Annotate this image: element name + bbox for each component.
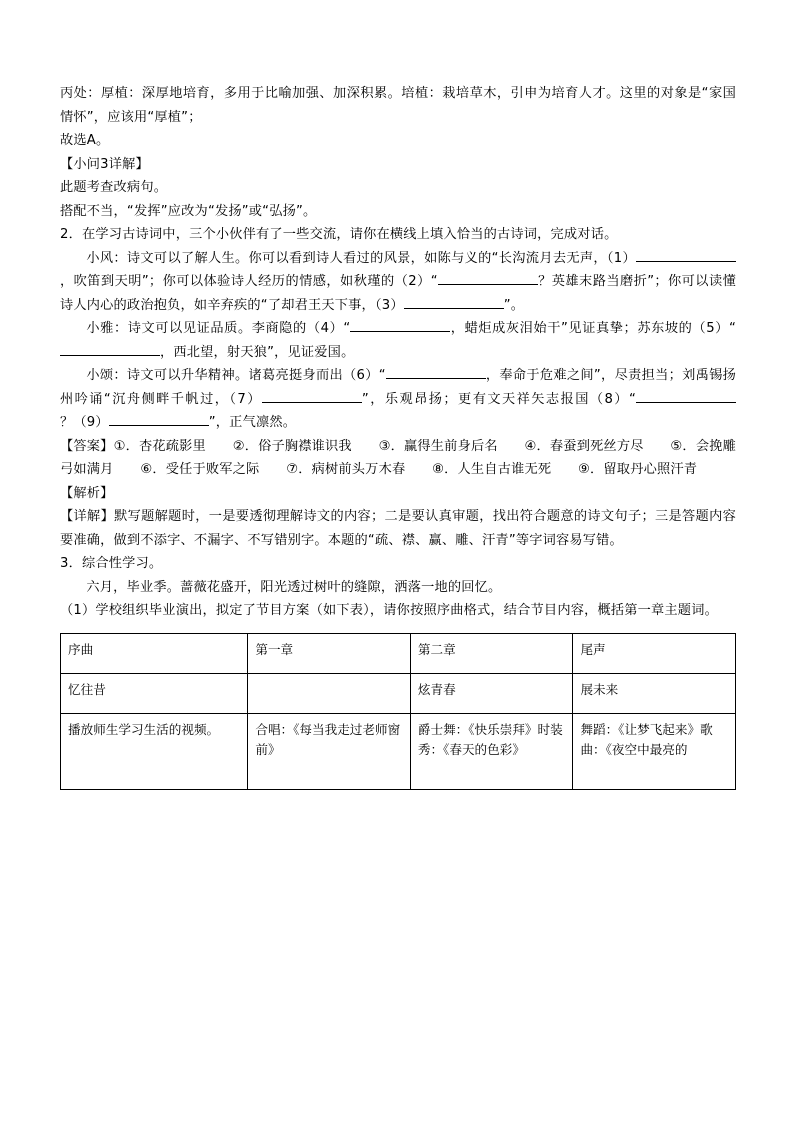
dialogue-xiaosong-part3: ”，乐观昂扬；更有文天祥矢志报国（8）“: [361, 391, 637, 407]
table-cell-theme-1: 忆往昔: [61, 673, 248, 713]
table-row-header: [61, 633, 736, 673]
answer-block: [60, 435, 736, 482]
fill-blank-2: [438, 284, 538, 285]
dialogue-xiaosong-part2: ，奉命于危难之间”，尽责担当；刘禹锡扬州吟诵“沉舟侧畔千帆过，（7）: [60, 368, 736, 407]
paragraph-sentence-error-detail: 搭配不当，“发挥”应改为“发扬”或“弘扬”。: [60, 203, 317, 219]
paragraph-subquestion3-heading: 【小问3详解】: [60, 156, 149, 172]
question3-stem: 3．综合性学习。: [60, 556, 163, 571]
dialogue-xiaoya-part3: ，西北望，射天狼”，见证爱国。: [160, 344, 355, 360]
dialogue-xiaoya-part2: ，蜡炬成灰泪始干”见证真挚；苏东坡的（5）“: [450, 321, 736, 336]
dialogue-xiaosong-part1: 小颂：诗文可以升华精神。诸葛亮挺身而出（6）“: [86, 368, 386, 383]
table-header-cell-3: 第二章: [410, 633, 573, 673]
table-header-cell-2: 第一章: [248, 633, 411, 673]
dialogue-xiaofeng-part4: ”。: [503, 297, 525, 313]
dialogue-xiaofeng: [60, 247, 736, 318]
paragraph-sentence-error-intro: 此题考查改病句。: [60, 180, 168, 195]
fill-blank-5: [60, 355, 160, 356]
table-header-cell-4: 尾声: [573, 633, 736, 673]
fill-blank-3: [404, 308, 504, 309]
fill-blank-1: [636, 261, 736, 262]
dialogue-xiaofeng-part1: 小风：诗文可以了解人生。你可以看到诗人看过的风景，如陈与义的“长沟流月去无声，（1）: [86, 250, 636, 266]
fill-blank-7: [262, 402, 362, 403]
table-cell-theme-2: [248, 673, 411, 713]
program-plan-table: [60, 633, 736, 790]
table-cell-content-2: 合唱：《每当我走过老师窗前》: [248, 713, 411, 789]
analysis-label-line: 【解析】: [60, 485, 114, 501]
table-cell-content-4: 舞蹈：《让梦飞起来》歌曲：《夜空中最亮的: [573, 713, 736, 789]
table-cell-content-1: 播放师生学习生活的视频。: [61, 713, 248, 789]
paragraph-question2-stem: 2．在学习古诗词中，三个小伙伴有了一些交流，请你在横线上填入恰当的古诗词，完成对话。: [60, 227, 618, 242]
fill-blank-9: [109, 425, 209, 426]
table-row: [61, 673, 736, 713]
question3-lead: 六月，毕业季。蔷薇花盛开，阳光透过树叶的缝隙，洒落一地的回忆。: [86, 579, 502, 595]
dialogue-xiaosong: [60, 364, 736, 435]
paragraph-answer-a: 故选A。: [60, 133, 110, 148]
table-cell-content-3: 爵士舞：《快乐崇拜》时装秀：《春天的色彩》: [410, 713, 573, 789]
fill-blank-6: [386, 378, 486, 379]
table-header-cell-1: 序曲: [61, 633, 248, 673]
fill-blank-8: [636, 402, 736, 403]
answer-label: 【答案】: [60, 438, 114, 454]
dialogue-xiaofeng-part3: ？英雄末路当磨折”；你可以读懂诗人内心的政治抱负，如辛弃疾的“了却君王天下事，（3）: [60, 274, 736, 313]
dialogue-xiaofeng-quote-open: “: [430, 274, 438, 289]
dialogue-xiaoya-part1: 小雅：诗文可以见证品质。李商隐的（4）“: [86, 321, 351, 336]
analysis-text: 【详解】默写题解题时，一是要透彻理解诗文的内容；二是要认真审题，找出符合题意的诗文句子；三是答题内容要准确，做到不添字、不漏字、不写错别字。本题的“疏、襟、赢、雕、汗青”等字词容易写错。: [60, 509, 736, 548]
paragraph-bing-explanation: 丙处：厚植：深厚地培育，多用于比喻加强、加深积累。培植：栽培草木，引申为培育人才。这里的对象是“家国情怀”，应该用“厚植”；: [60, 86, 736, 125]
dialogue-xiaofeng-part2: ，吹笛到天明”；你可以体验诗人经历的情感，如秋瑾的（2）: [60, 274, 431, 289]
fill-blank-4: [350, 331, 450, 332]
question3-sub1: （1）学校组织毕业演出，拟定了节目方案（如下表），请你按照序曲格式，结合节目内容，概括第一章主题词。: [60, 603, 718, 618]
dialogue-xiaoya: [60, 317, 736, 364]
table-row: [61, 713, 736, 789]
dialogue-xiaosong-part5: ”，正气凛然。: [208, 415, 297, 430]
dialogue-xiaosong-part4: ？（9）: [60, 415, 109, 430]
table-cell-theme-4: 展未来: [573, 673, 736, 713]
answer-text: ①．杏花疏影里 ②．俗子胸襟谁识我 ③．赢得生前身后名 ④．春蚕到死丝方尽 ⑤．会挽雕弓如满月 ⑥．受任于败军之际 ⑦．病树前头万木春 ⑧．人生自古谁无死 ⑨．留取丹心照汗青: [60, 438, 736, 477]
table-cell-theme-3: 炫青春: [410, 673, 573, 713]
